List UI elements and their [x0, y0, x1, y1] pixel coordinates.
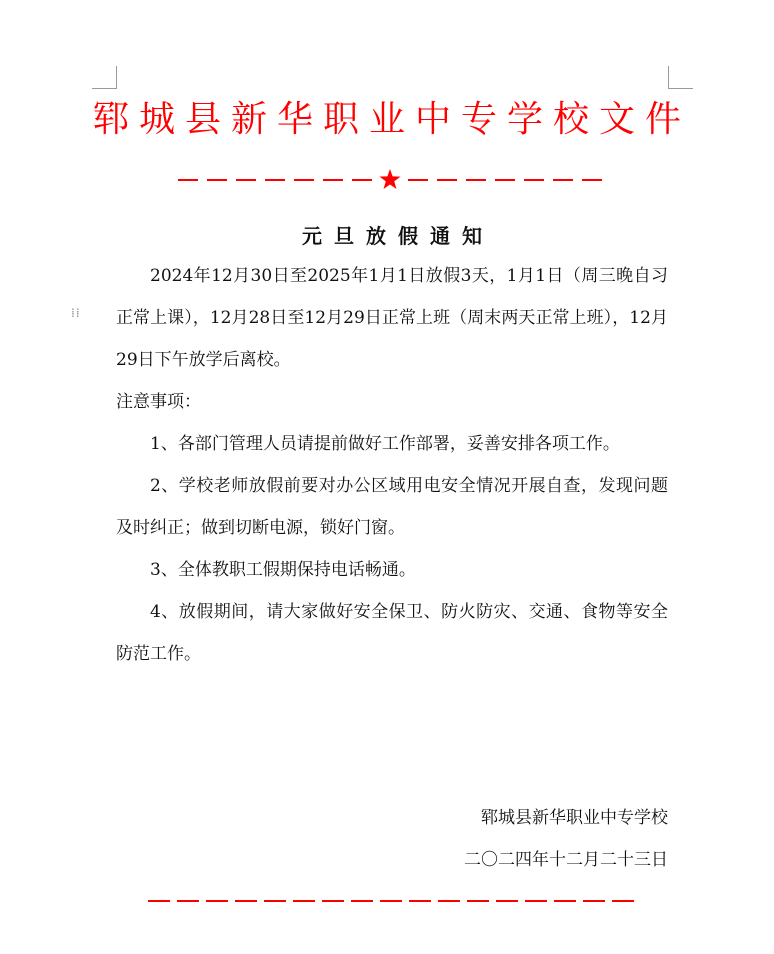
signature-organization: 郓城县新华职业中专学校: [481, 808, 668, 828]
document-header-title: 郓城县新华职业中专学校文件: [92, 99, 691, 140]
star-icon: [380, 169, 401, 189]
notice-item-2: 2、学校老师放假前要对办公区域用电安全情况开展自查，发现问题及时纠正；做到切断电源，锁好门窗。: [116, 476, 668, 538]
notice-item-1: 1、各部门管理人员请提前做好工作部署，妥善安排各项工作。: [150, 434, 620, 454]
page-margin-corner-left: [92, 66, 117, 89]
drag-handle-icon[interactable]: ⁞⁞: [71, 306, 81, 320]
notice-item-3: 3、全体教职工假期保持电话畅通。: [150, 560, 416, 580]
signature-date: 二〇二四年十二月二十三日: [464, 850, 668, 870]
header-separator-rule: [176, 166, 608, 196]
notice-title: 元旦放假通知: [302, 224, 494, 248]
page-margin-corner-right: [668, 66, 693, 89]
notes-heading: 注意事项：: [116, 392, 201, 412]
notice-item-4: 4、放假期间，请大家做好安全保卫、防火防灾、交通、食物等安全防范工作。: [116, 602, 668, 664]
footer-separator-rule: [146, 896, 642, 906]
intro-paragraph: 2024年12月30日至2025年1月1日放假3天，1月1日（周三晚自习正常上课），12月28日至12月29日正常上班（周末两天正常上班），12月29日下午放学后离校。: [116, 266, 668, 370]
